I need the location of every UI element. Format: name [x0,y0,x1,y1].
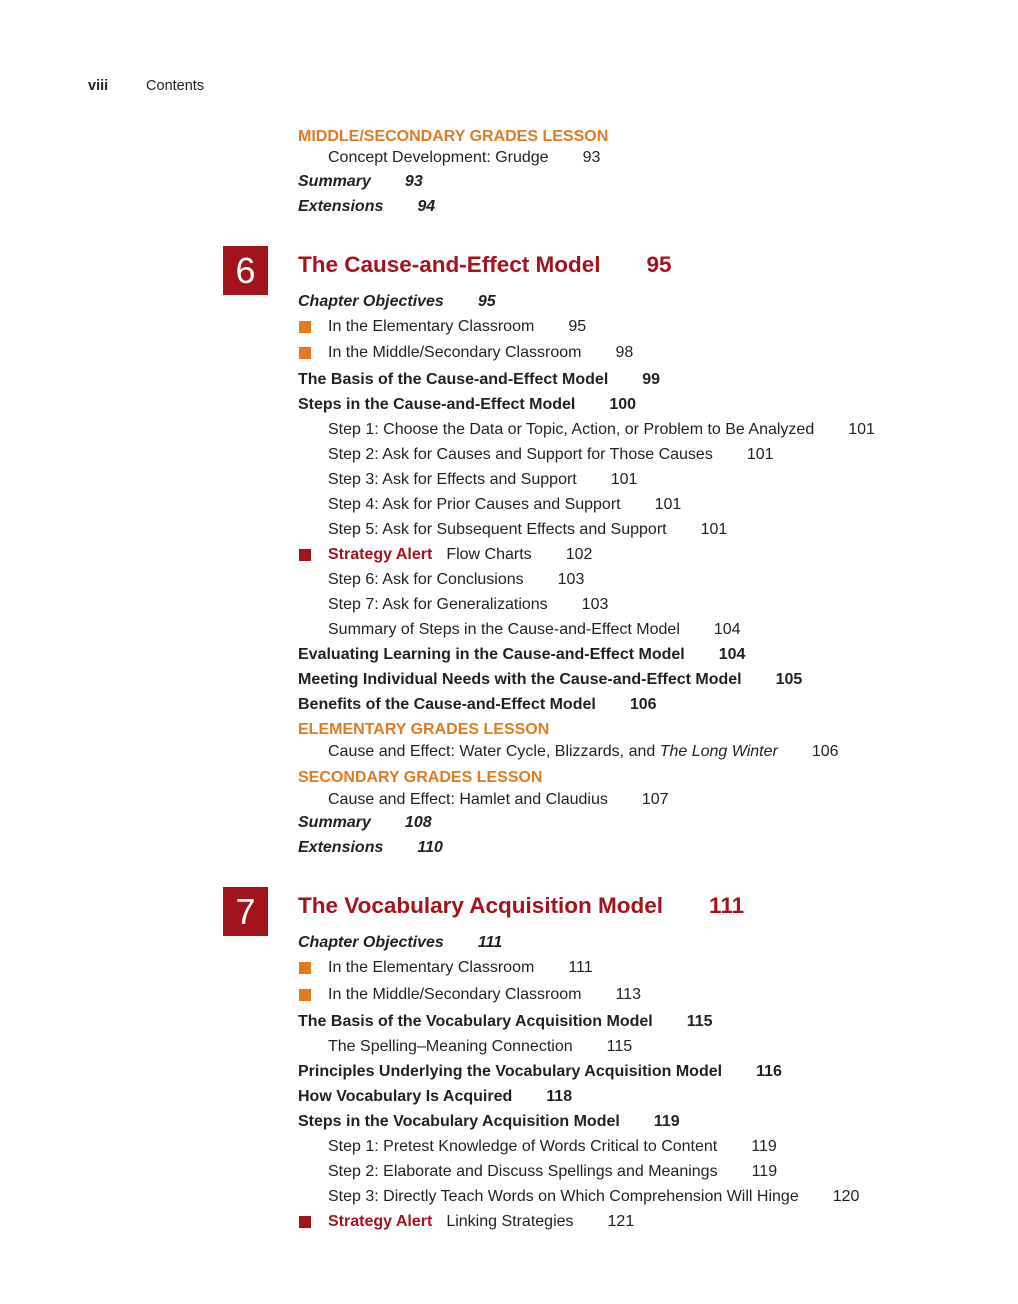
toc-entry-basis[interactable] [298,370,660,390]
entry-text: Concept Development: Grudge [328,149,549,166]
entry-text: Step 3: Directly Teach Words on Which Comprehension Will Hinge [328,1188,799,1205]
entry-page: 101 [654,496,682,513]
chapter-page: 95 [646,252,672,277]
lesson-label-secondary: SECONDARY GRADES LESSON [298,769,543,786]
entry-page: 108 [404,814,432,831]
entry-text: Chapter Objectives [298,934,444,951]
entry-page: 93 [582,149,601,166]
entry-text: In the Elementary Classroom [328,318,535,335]
entry-page: 103 [581,596,609,613]
entry-page: 115 [686,1013,713,1030]
entry-text: Step 1: Choose the Data or Topic, Action, or Problem to Be Analyzed [328,421,815,438]
chapter-title[interactable] [298,892,744,920]
entry-text: In the Elementary Classroom [328,959,535,976]
entry-text: Step 4: Ask for Prior Causes and Support [328,496,621,513]
entry-italic-title: The Long Winter [659,743,778,760]
toc-entry-step-7[interactable] [328,595,608,615]
toc-entry-steps[interactable] [298,1112,680,1132]
entry-page: 101 [610,471,638,488]
entry-page: 111 [477,934,503,951]
entry-text: Summary of Steps in the Cause-and-Effect Model [328,621,680,638]
entry-text: Step 3: Ask for Effects and Support [328,471,577,488]
toc-entry-how-vocabulary[interactable] [298,1087,572,1107]
entry-page: 99 [642,371,661,388]
toc-entry-chapter-objectives[interactable] [298,933,502,953]
entry-page: 113 [615,986,641,1003]
toc-entry-concept-development[interactable] [328,148,600,168]
entry-text: The Basis of the Vocabulary Acquisition Model [298,1013,653,1030]
toc-entry-step-5[interactable] [328,520,727,540]
toc-entry-elementary-classroom[interactable] [328,958,593,978]
entry-text: How Vocabulary Is Acquired [298,1088,513,1105]
chapter-title-text: The Vocabulary Acquisition Model [298,893,664,918]
entry-page: 118 [546,1088,573,1105]
entry-page: 103 [557,571,585,588]
toc-entry-strategy-alert[interactable] [328,545,592,565]
toc-entry-summary[interactable] [298,172,423,192]
entry-page: 101 [848,421,875,438]
toc-entry-middle-secondary-classroom[interactable] [328,985,641,1005]
lesson-label-middle-secondary: MIDDLE/SECONDARY GRADES LESSON [298,128,609,145]
toc-entry-extensions[interactable] [298,197,435,217]
toc-entry-benefits[interactable] [298,695,657,715]
entry-text: Step 2: Elaborate and Discuss Spellings and Meanings [328,1163,718,1180]
toc-entry-summary[interactable] [298,813,432,833]
entry-text: Cause and Effect: Water Cycle, Blizzards, and [328,743,660,760]
toc-entry-steps[interactable] [298,395,636,415]
chapter-title-text: The Cause-and-Effect Model [298,252,601,277]
toc-entry-elementary-classroom[interactable] [328,317,586,337]
entry-page: 119 [751,1138,777,1155]
entry-page: 100 [609,396,637,413]
strategy-alert-label: Strategy Alert [328,546,433,563]
entry-text: Steps in the Vocabulary Acquisition Model [298,1113,620,1130]
entry-page: 115 [606,1038,633,1055]
entry-page: 101 [700,521,728,538]
toc-entry-step-4[interactable] [328,495,681,515]
orange-square-bullet [299,321,311,333]
entry-text: Evaluating Learning in the Cause-and-Effect Model [298,646,685,663]
chapter-page: 111 [709,893,745,918]
entry-text: Chapter Objectives [298,293,444,310]
entry-page: 121 [607,1213,635,1230]
entry-page: 104 [713,621,741,638]
entry-text: Step 2: Ask for Causes and Support for Those Causes [328,446,713,463]
entry-page: 120 [832,1188,860,1205]
chapter-number-badge: 7 [223,887,268,936]
entry-text: Flow Charts [446,546,532,563]
running-head [88,78,204,94]
entry-page: 95 [568,318,587,335]
entry-text: The Spelling–Meaning Connection [328,1038,573,1055]
entry-page: 119 [751,1163,778,1180]
entry-text: Summary [298,814,371,831]
entry-page: 119 [653,1113,680,1130]
toc-entry-secondary-lesson[interactable] [328,790,669,810]
lesson-label-elementary: ELEMENTARY GRADES LESSON [298,721,550,738]
toc-entry-spelling-meaning[interactable] [328,1037,632,1057]
entry-page: 104 [718,646,746,663]
entry-text: Step 6: Ask for Conclusions [328,571,524,588]
orange-square-bullet [299,989,311,1001]
toc-entry-step-6[interactable] [328,570,584,590]
entry-text: Step 1: Pretest Knowledge of Words Critical to Content [328,1138,718,1155]
toc-entry-step-3[interactable] [328,470,637,490]
entry-text: Benefits of the Cause-and-Effect Model [298,696,596,713]
entry-text: Step 7: Ask for Generalizations [328,596,548,613]
entry-page: 93 [404,173,423,190]
toc-entry-step-1[interactable] [328,420,875,440]
toc-entry-strategy-alert[interactable] [328,1212,634,1232]
entry-page: 106 [629,696,657,713]
entry-text: In the Middle/Secondary Classroom [328,986,582,1003]
entry-text: In the Middle/Secondary Classroom [328,344,582,361]
entry-text: Extensions [298,839,384,856]
entry-text: Principles Underlying the Vocabulary Acquisition Model [298,1063,723,1080]
orange-square-bullet [299,962,311,974]
page-folio: viii [88,78,109,94]
red-square-bullet [299,1216,311,1228]
entry-text: Summary [298,173,371,190]
orange-square-bullet [299,347,311,359]
toc-entry-extensions[interactable] [298,838,443,858]
toc-entry-basis[interactable] [298,1012,713,1032]
entry-text: Meeting Individual Needs with the Cause-and-Effect Model [298,671,742,688]
entry-text: Step 5: Ask for Subsequent Effects and Support [328,521,667,538]
entry-text: Cause and Effect: Hamlet and Claudius [328,791,608,808]
chapter-title[interactable] [298,251,672,279]
entry-page: 94 [417,198,436,215]
toc-entry-chapter-objectives[interactable] [298,292,496,312]
red-square-bullet [299,549,311,561]
entry-page: 101 [746,446,774,463]
strategy-alert-label: Strategy Alert [328,1213,433,1230]
toc-entry-evaluating[interactable] [298,645,745,665]
chapter-number-badge: 6 [223,246,268,295]
toc-entry-middle-secondary-classroom[interactable] [328,343,633,363]
entry-page: 111 [568,959,593,976]
entry-page: 110 [417,839,443,856]
toc-entry-step-3[interactable] [328,1187,859,1207]
entry-page: 98 [615,344,634,361]
entry-text: The Basis of the Cause-and-Effect Model [298,371,609,388]
entry-text: Steps in the Cause-and-Effect Model [298,396,576,413]
entry-page: 107 [641,791,669,808]
entry-text: Extensions [298,198,384,215]
entry-text: Linking Strategies [446,1213,574,1230]
entry-page: 95 [477,293,496,310]
toc-entry-step-1[interactable] [328,1137,777,1157]
entry-page: 116 [756,1063,782,1080]
toc-entry-step-2[interactable] [328,445,774,465]
toc-entry-step-2[interactable] [328,1162,777,1182]
entry-page: 102 [565,546,593,563]
entry-page: 106 [811,743,839,760]
toc-entry-summary-of-steps[interactable] [328,620,741,640]
entry-page: 105 [775,671,803,688]
toc-entry-meeting-needs[interactable] [298,670,802,690]
running-head-title: Contents [146,78,205,94]
toc-entry-elementary-lesson[interactable] [328,742,839,762]
toc-entry-principles[interactable] [298,1062,782,1082]
